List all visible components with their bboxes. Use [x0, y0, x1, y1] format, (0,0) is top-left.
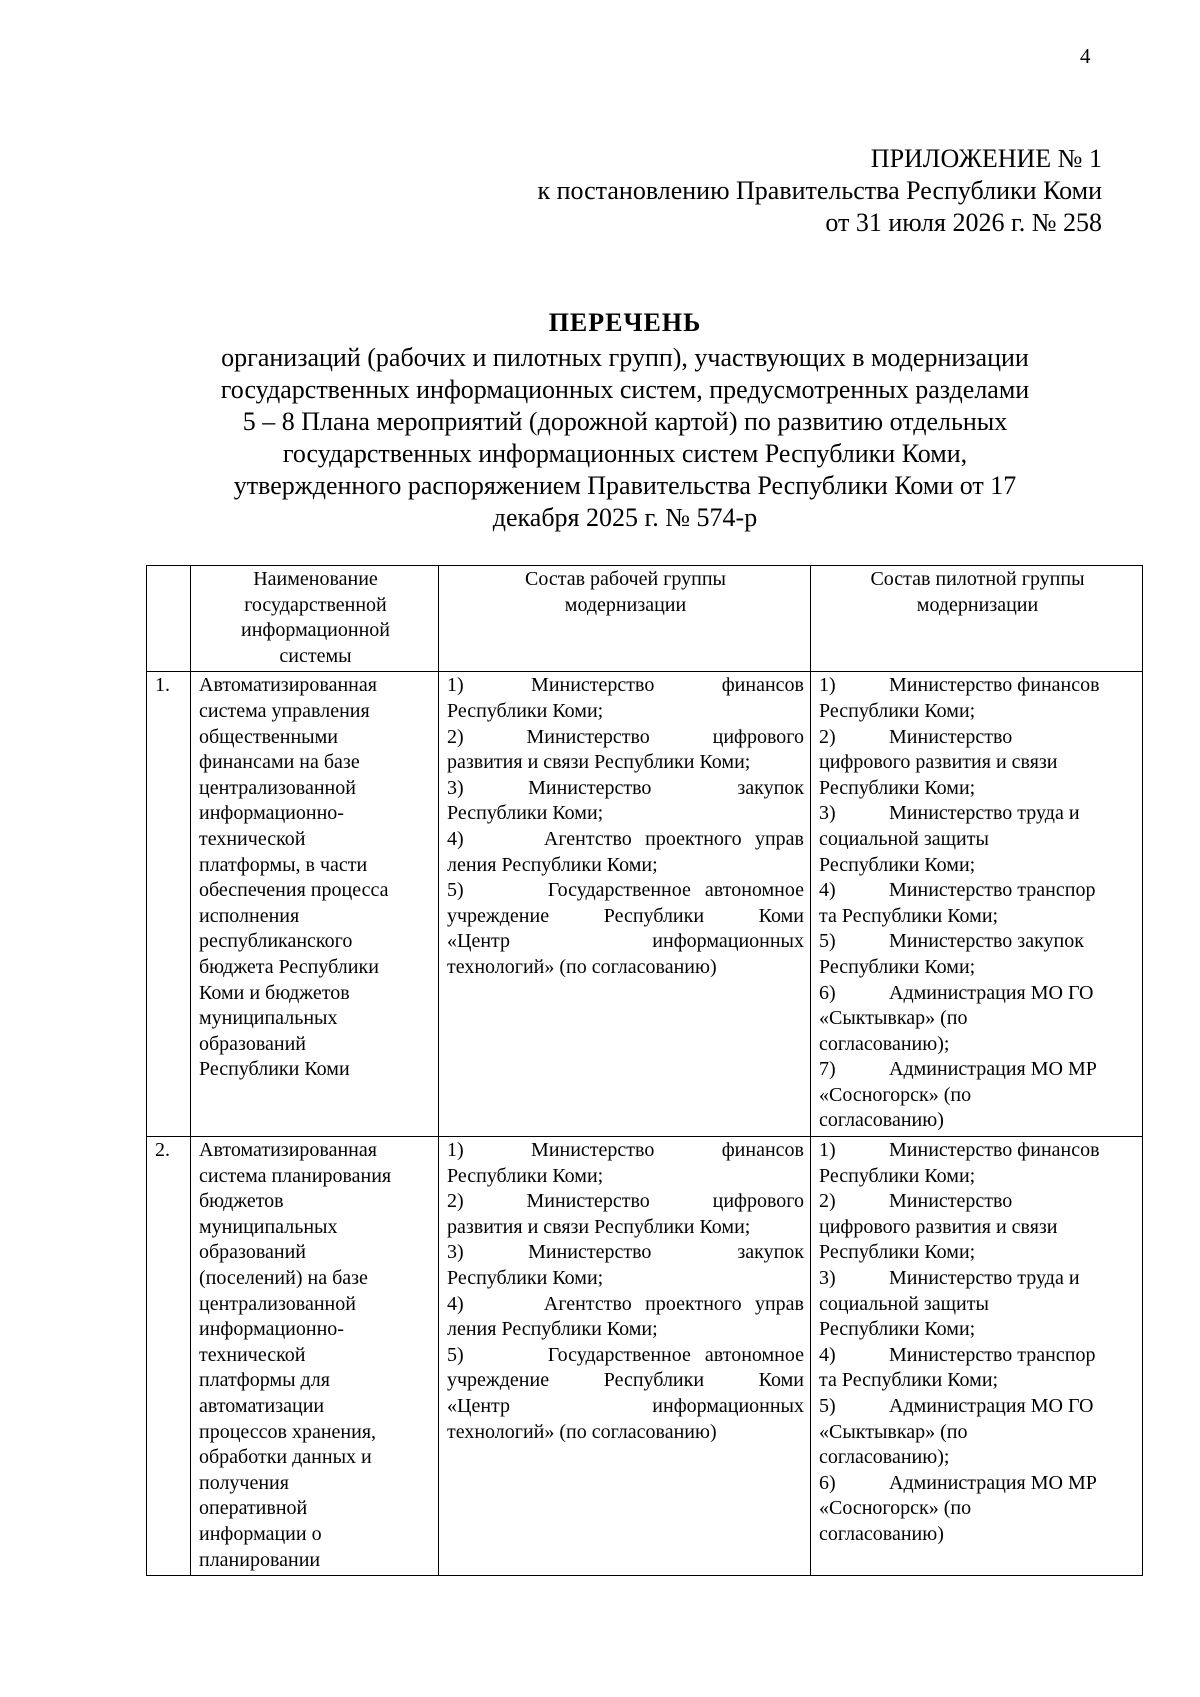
system-name-cell [191, 1137, 439, 1576]
work-group-item-line: Республики Коми; [447, 1267, 604, 1290]
system-name-line: технической [199, 1343, 306, 1366]
work-group-item-line: развития и связи Республики Коми; [447, 1215, 751, 1238]
table-body [147, 672, 1143, 1576]
system-name-line: Автоматизированная [199, 1139, 377, 1162]
system-name-line: планировании [199, 1548, 321, 1571]
subtitle-line: 5 – 8 Плана мероприятий (дорожной картой) по развитию отдельных [242, 407, 1008, 436]
work-group-item-line: «Центр информационных [447, 930, 804, 953]
table-row [147, 672, 1143, 1137]
subtitle-line: организаций (рабочих и пилотных групп), участвующих в модернизации [221, 343, 1029, 372]
header-line: Состав рабочей группы [525, 568, 726, 590]
work-group-item-line: технологий» (по согласованию) [447, 1420, 717, 1443]
system-name-line: информационно- [199, 1318, 344, 1341]
pilot-group-item-line: Министерство закупок [889, 930, 1084, 953]
work-group-item-line: Республики Коми; [447, 802, 604, 825]
header-pilot-group [811, 566, 1143, 672]
system-name-line: платформы, в части [199, 853, 368, 876]
work-group-item-line: Республики Коми; [447, 699, 604, 722]
pilot-group-item [819, 1394, 1136, 1471]
system-name-line: бюджета Республики [199, 955, 379, 978]
work-group-item [447, 1138, 804, 1189]
system-name-line: получения [199, 1471, 289, 1494]
work-group-item [447, 776, 804, 827]
work-group-item-line: Республики Коми; [447, 1164, 604, 1187]
work-group-item [447, 1343, 804, 1445]
pilot-group-item-line: согласованию); [819, 1032, 950, 1055]
pilot-group-item [819, 981, 1136, 1058]
system-name-line: образований [199, 1032, 307, 1055]
pilot-item-number: 1) [819, 674, 836, 697]
work-group-item-line: «Центр информационных [447, 1395, 804, 1417]
pilot-group-item [819, 929, 1136, 980]
header-line: государственной [244, 593, 387, 616]
system-name-line: республиканского [199, 930, 353, 953]
pilot-group-item-line: Администрация МО ГО [889, 1395, 1094, 1417]
system-name-line: Автоматизированная [199, 674, 377, 697]
pilot-item-number: 6) [819, 1471, 836, 1494]
pilot-group-item [819, 801, 1136, 878]
pilot-group-item-line: согласованию) [819, 1109, 944, 1132]
system-name-line: процессов хранения, [199, 1420, 377, 1443]
pilot-group-item-line: согласованию) [819, 1522, 944, 1545]
pilot-item-number: 4) [819, 879, 836, 902]
work-group-item-line: 2) Министерство цифрового [447, 725, 804, 748]
pilot-group-item-line: Министерство [889, 1190, 1013, 1213]
system-name-line: бюджетов [199, 1190, 284, 1213]
pilot-group-item-line: Республики Коми; [819, 853, 976, 876]
pilot-group-cell [811, 672, 1143, 1137]
system-name-line: автоматизации [199, 1395, 325, 1417]
pilot-group-item-line: «Сосногорск» (по [819, 1497, 972, 1520]
system-name-line: Коми и бюджетов [199, 981, 350, 1004]
pilot-item-number: 6) [819, 981, 836, 1004]
pilot-group-item-line: «Сыктывкар» (по [819, 1007, 968, 1030]
pilot-group-item-line: Республики Коми; [819, 1164, 976, 1187]
header-line: модернизации [564, 593, 687, 616]
pilot-group-item [819, 878, 1136, 929]
header-work-group [439, 566, 811, 672]
pilot-item-number: 3) [819, 802, 836, 825]
system-name-line: информационно- [199, 802, 344, 825]
subtitle-line: государственных информационных систем, предусмотренных разделами [220, 375, 1030, 404]
pilot-group-item-line: социальной защиты [819, 827, 989, 850]
document-title: ПЕРЕЧЕНЬ [548, 308, 702, 337]
pilot-group-item [819, 1343, 1136, 1394]
work-group-item-line: 2) Министерство цифрового [447, 1190, 804, 1213]
pilot-group-item [819, 1057, 1136, 1134]
pilot-group-item [819, 1471, 1136, 1548]
work-group-item-line: ления Республики Коми; [447, 853, 658, 876]
row-number: 2. [147, 1137, 191, 1576]
work-group-cell [439, 1137, 811, 1576]
pilot-group-item-line: цифрового развития и связи [819, 751, 1058, 774]
work-group-item [447, 1292, 804, 1343]
organizations-table [146, 565, 1143, 1576]
pilot-group-item-line: Министерство транспор [889, 1343, 1096, 1366]
system-name-line: централизованной [199, 776, 356, 799]
subtitle-line: государственных информационных систем Республики Коми, [282, 439, 968, 468]
page-number: 4 [1080, 44, 1091, 68]
pilot-item-number: 5) [819, 930, 836, 953]
system-name-line: общественными [199, 725, 338, 748]
pilot-item-number: 5) [819, 1395, 836, 1417]
work-group-item-line: технологий» (по согласованию) [447, 955, 717, 978]
header-line: информационной [241, 619, 390, 642]
appendix-line-1: ПРИЛОЖЕНИЕ № 1 [870, 144, 1102, 173]
appendix-line-2: к постановлению Правительства Республики Коми [537, 176, 1102, 205]
document-subtitle [170, 342, 1080, 534]
system-name-line: исполнения [199, 904, 300, 927]
work-group-item-line: учреждение Республики Коми [447, 904, 804, 927]
system-name-line: муниципальных [199, 1215, 338, 1238]
pilot-group-item-line: та Республики Коми; [819, 1369, 999, 1392]
pilot-group-item-line: Республики Коми; [819, 699, 976, 722]
work-group-item [447, 1240, 804, 1291]
subtitle-line: утвержденного распоряжением Правительства Республики Коми от 17 [233, 471, 1017, 500]
header-line: Состав пилотной группы [870, 568, 1085, 590]
pilot-group-item-line: Республики Коми; [819, 955, 976, 978]
work-group-cell [439, 672, 811, 1137]
pilot-group-item-line: Министерство финансов [889, 1139, 1100, 1162]
system-name-line: система планирования [199, 1164, 392, 1187]
work-group-item [447, 878, 804, 980]
work-group-item-line: 5) Государственное автономное [447, 1343, 804, 1366]
work-group-item [447, 673, 804, 724]
table-row [147, 1137, 1143, 1576]
pilot-group-item-line: та Республики Коми; [819, 904, 999, 927]
system-name-line: Республики Коми [199, 1058, 350, 1081]
subtitle-line: декабря 2025 г. № 574-р [492, 503, 758, 532]
work-group-item-line: 3) Министерство закупок [447, 776, 804, 799]
appendix-block [302, 143, 1102, 239]
pilot-group-item-line: Республики Коми; [819, 1318, 976, 1341]
header-line: модернизации [916, 593, 1039, 616]
system-name-line: платформы для [199, 1369, 330, 1392]
pilot-group-item-line: Администрация МО ГО [889, 981, 1094, 1004]
work-group-item-line: 4) Агентство проектного управ [447, 1292, 804, 1315]
pilot-group-item-line: Министерство транспор [889, 879, 1096, 902]
pilot-item-number: 4) [819, 1343, 836, 1366]
system-name-line: финансами на базе [199, 751, 360, 774]
pilot-group-item-line: Министерство труда и [889, 1267, 1080, 1290]
header-num [147, 566, 191, 672]
pilot-item-number: 7) [819, 1058, 836, 1081]
pilot-group-cell [811, 1137, 1143, 1576]
pilot-group-item-line: «Сосногорск» (по [819, 1083, 972, 1106]
pilot-group-item-line: согласованию); [819, 1446, 950, 1469]
work-group-item-line: 3) Министерство закупок [447, 1241, 804, 1264]
system-name-line: централизованной [199, 1292, 356, 1315]
work-group-item-line: ления Республики Коми; [447, 1318, 658, 1341]
system-name-line: оперативной [199, 1497, 308, 1520]
pilot-group-item-line: Министерство труда и [889, 802, 1080, 825]
system-name-line: технической [199, 827, 306, 850]
pilot-group-item-line: Республики Коми; [819, 776, 976, 799]
table-header-row [147, 566, 1143, 672]
appendix-line-3: от 31 июля 2026 г. № 258 [825, 208, 1102, 237]
work-group-item-line: 1) Министерство финансов [447, 1139, 804, 1162]
system-name-line: (поселений) на базе [199, 1267, 368, 1290]
system-name-line: обеспечения процесса [199, 879, 389, 902]
pilot-group-item [819, 673, 1136, 724]
pilot-group-item-line: «Сыктывкар» (по [819, 1420, 968, 1443]
work-group-item [447, 725, 804, 776]
pilot-group-item-line: цифрового развития и связи [819, 1215, 1058, 1238]
pilot-item-number: 3) [819, 1267, 836, 1290]
work-group-item-line: 1) Министерство финансов [447, 674, 804, 697]
work-group-item-line: 4) Агентство проектного управ [447, 827, 804, 850]
work-group-item-line: развития и связи Республики Коми; [447, 751, 751, 774]
work-group-item [447, 1189, 804, 1240]
pilot-item-number: 1) [819, 1139, 836, 1162]
pilot-group-item-line: Администрация МО МР [889, 1471, 1097, 1494]
pilot-item-number: 2) [819, 1190, 836, 1213]
pilot-group-item-line: Министерство финансов [889, 674, 1100, 697]
system-name-line: образований [199, 1241, 307, 1264]
pilot-item-number: 2) [819, 725, 836, 748]
work-group-item-line: 5) Государственное автономное [447, 879, 804, 902]
pilot-group-item-line: Администрация МО МР [889, 1058, 1097, 1081]
system-name-line: обработки данных и [199, 1446, 372, 1469]
pilot-group-item [819, 725, 1136, 802]
pilot-group-item-line: Республики Коми; [819, 1241, 976, 1264]
work-group-item [447, 827, 804, 878]
pilot-group-item [819, 1266, 1136, 1343]
system-name-cell [191, 672, 439, 1137]
system-name-line: информации о [199, 1522, 322, 1545]
pilot-group-item-line: Министерство [889, 725, 1013, 748]
work-group-item-line: учреждение Республики Коми [447, 1369, 804, 1392]
row-number: 1. [147, 672, 191, 1137]
header-line: Наименование [253, 568, 378, 590]
header-line: системы [279, 644, 352, 667]
system-name-line: система управления [199, 699, 370, 722]
pilot-group-item [819, 1189, 1136, 1266]
system-name-line: муниципальных [199, 1007, 338, 1030]
pilot-group-item [819, 1138, 1136, 1189]
pilot-group-item-line: социальной защиты [819, 1292, 989, 1315]
header-system-name [191, 566, 439, 672]
